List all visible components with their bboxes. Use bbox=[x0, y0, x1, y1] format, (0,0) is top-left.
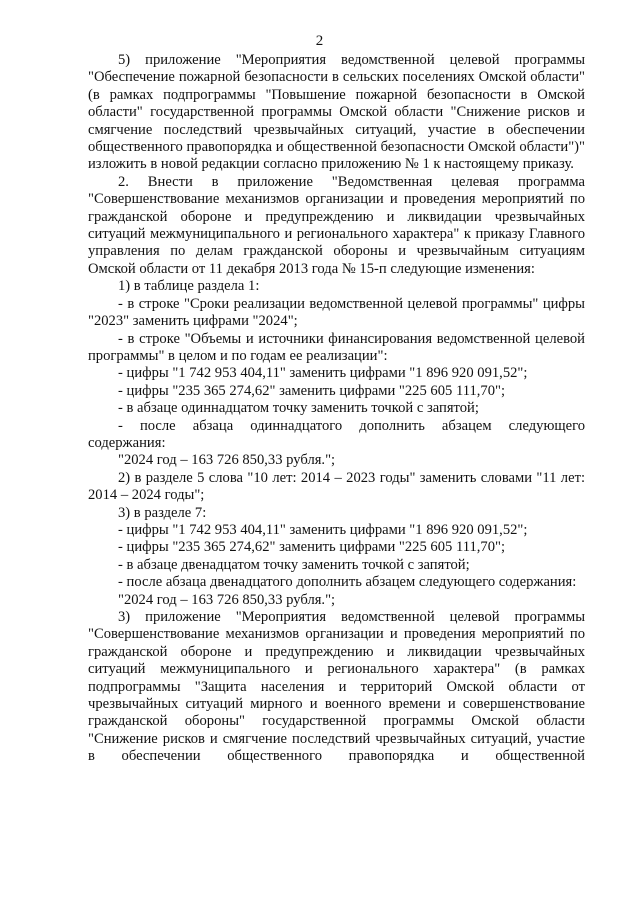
dash-item: - цифры "235 365 274,62" заменить цифрами "225 605 111,70"; bbox=[118, 382, 506, 399]
dash-item: - в строке "Сроки реализации ведомственной целевой программы" цифры "2023" заменить цифрами "2024"; bbox=[88, 295, 585, 330]
dash-item: - после абзаца двенадцатого дополнить абзацем следующего содержания: bbox=[118, 574, 577, 591]
dash-item: - цифры "235 365 274,62" заменить цифрами "225 605 111,70"; bbox=[118, 539, 506, 556]
quoted-line: "2024 год – 163 726 850,33 рубля."; bbox=[118, 591, 336, 608]
paragraph-item-5: 5) приложение "Мероприятия ведомственной целевой программы "Обеспечение пожарной безопасности в сельских поселениях Омской области" (в рамках подпрограммы "Повышение пожарной безопасности в Омской области" государственной программы Омской области "Снижение рисков и смягчение последствий чрезвычайных ситуаций, участие в обеспечении общественного правопорядка и общественной безопасности Омской области")" изложить в новой редакции согласно приложению № 1 к настоящему приказу. bbox=[88, 52, 585, 173]
dash-item: - цифры "1 742 953 404,11" заменить цифрами "1 896 920 091,52"; bbox=[118, 521, 528, 538]
quoted-line: "2024 год – 163 726 850,33 рубля."; bbox=[118, 452, 336, 469]
paragraph-item-3: 3) приложение "Мероприятия ведомственной целевой программы "Совершенствование механизмов организации и проведения мероприятий по гражданской обороне и предупреждению и ликвидации чрезвычайных ситуаций межмуниципального и регионального характера" (в рамках подпрограммы "Защита населения и территорий Омской области от чрезвычайных ситуаций мирного и военного времени и совершенствование гражданской обороны" государственной программы Омской области "Снижение рисков и смягчение последствий чрезвычайных ситуаций, участие в обеспечении общественного правопорядка и общественной bbox=[88, 609, 585, 765]
subitem-1: 1) в таблице раздела 1: bbox=[118, 278, 260, 295]
dash-item: - цифры "1 742 953 404,11" заменить цифрами "1 896 920 091,52"; bbox=[118, 365, 528, 382]
subitem-2: 2) в разделе 5 слова "10 лет: 2014 – 2023 годы" заменить словами "11 лет: 2014 – 2024 годы"; bbox=[88, 469, 585, 504]
dash-item: - в абзаце одиннадцатом точку заменить точкой с запятой; bbox=[118, 400, 479, 417]
dash-item: - в абзаце двенадцатом точку заменить точкой с запятой; bbox=[118, 556, 470, 573]
dash-item: - в строке "Объемы и источники финансирования ведомственной целевой программы" в целом и по годам ее реализации": bbox=[88, 330, 585, 364]
dash-item: - после абзаца одиннадцатого дополнить абзацем следующего содержания: bbox=[88, 417, 585, 451]
subitem-3: 3) в разделе 7: bbox=[118, 504, 207, 521]
paragraph-2: 2. Внести в приложение "Ведомственная целевая программа "Совершенствование механизмов организации и проведения мероприятий по гражданской обороне и предупреждению и ликвидации чрезвычайных ситуаций межмуниципального и регионального характера" к приказу Главного управления по делам гражданской обороны и чрезвычайным ситуациям Омской области от 11 декабря 2013 года № 15-п следующие изменения: bbox=[88, 173, 585, 277]
document-body bbox=[88, 52, 585, 766]
page-number: 2 bbox=[315, 33, 324, 49]
